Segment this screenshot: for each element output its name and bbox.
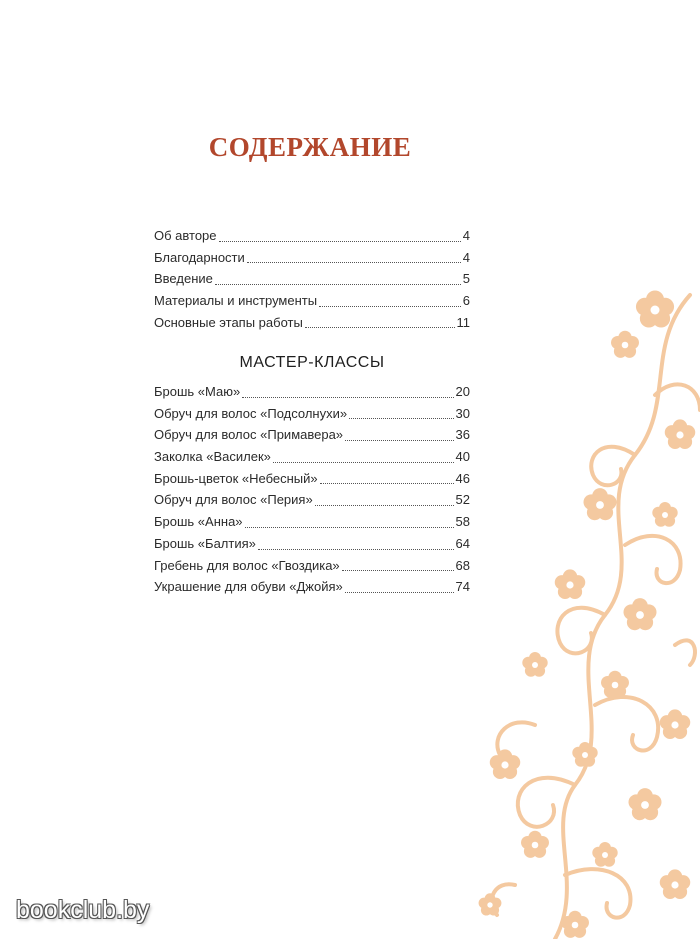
toc-entry-page: 74 [455, 579, 470, 595]
toc-entry-page: 30 [455, 405, 470, 421]
toc-entry-page: 46 [455, 470, 470, 486]
toc-entry-page: 68 [455, 557, 470, 573]
section-heading: МАСТЕР-КЛАССЫ [239, 354, 385, 371]
toc-entry[interactable] [154, 536, 470, 558]
leader-dots [305, 327, 455, 328]
toc-entry-label: Обруч для волос «Подсолнухи» [154, 405, 348, 421]
leader-dots [345, 592, 454, 593]
leader-dots [319, 306, 461, 307]
toc-entry[interactable] [154, 449, 470, 471]
toc-entry[interactable] [154, 579, 470, 601]
toc-entry-page: 58 [455, 514, 470, 530]
toc-entry[interactable] [154, 558, 470, 580]
toc-entry-label: Брошь «Анна» [154, 514, 243, 530]
toc-entry-page: 6 [462, 293, 470, 309]
toc-entry-label: Брошь-цветок «Небесный» [154, 470, 318, 486]
leader-dots [349, 418, 453, 419]
toc-entry[interactable] [154, 315, 470, 337]
leader-dots [342, 570, 454, 571]
toc-entry-page: 36 [455, 427, 470, 443]
toc-master-classes [154, 384, 470, 601]
toc-entry-page: 52 [455, 492, 470, 508]
toc-entry-label: Украшение для обуви «Джойя» [154, 579, 343, 595]
toc-entry[interactable] [154, 384, 470, 406]
leader-dots [345, 440, 453, 441]
toc-front-matter [154, 228, 470, 336]
toc-entry-label: Брошь «Маю» [154, 384, 241, 399]
toc-entry-label: Заколка «Василек» [154, 449, 271, 465]
leader-dots [219, 241, 461, 242]
leader-dots [215, 284, 461, 285]
toc-entry-label: Благодарности [154, 249, 245, 265]
toc-entry[interactable] [154, 427, 470, 449]
toc-entry-page: 64 [455, 535, 470, 551]
watermark: bookclub.by [16, 896, 150, 924]
toc-entry-label: Обруч для волос «Примавера» [154, 427, 344, 443]
toc-entry[interactable] [154, 271, 470, 293]
toc-entry-label: Брошь «Балтия» [154, 535, 256, 551]
leader-dots [320, 483, 454, 484]
toc-entry-label: Введение [154, 271, 213, 287]
toc-entry-label: Гребень для волос «Гвоздика» [154, 557, 340, 573]
toc-entry-page: 4 [462, 228, 470, 243]
floral-swirl-ornament-icon [475, 285, 700, 939]
toc-entry-page: 11 [456, 314, 470, 330]
toc-entry-page: 5 [462, 271, 470, 287]
page-title: СОДЕРЖАНИЕ [208, 132, 412, 162]
leader-dots [258, 549, 454, 550]
toc-entry[interactable] [154, 406, 470, 428]
toc-entry-page: 20 [455, 384, 470, 399]
toc-entry[interactable] [154, 228, 470, 250]
toc-entry[interactable] [154, 492, 470, 514]
leader-dots [315, 505, 454, 506]
leader-dots [273, 462, 454, 463]
toc-entry-label: Материалы и инструменты [154, 293, 318, 309]
toc-entry-page: 4 [462, 249, 470, 265]
toc-entry[interactable] [154, 250, 470, 272]
leader-dots [245, 527, 454, 528]
leader-dots [247, 262, 461, 263]
toc-entry-label: Об авторе [154, 228, 217, 243]
toc-entry[interactable] [154, 471, 470, 493]
toc-entry[interactable] [154, 514, 470, 536]
toc-entry[interactable] [154, 293, 470, 315]
toc-entry-page: 40 [455, 449, 470, 465]
toc-entry-label: Основные этапы работы [154, 314, 303, 330]
toc-entry-label: Обруч для волос «Перия» [154, 492, 313, 508]
leader-dots [242, 397, 453, 398]
